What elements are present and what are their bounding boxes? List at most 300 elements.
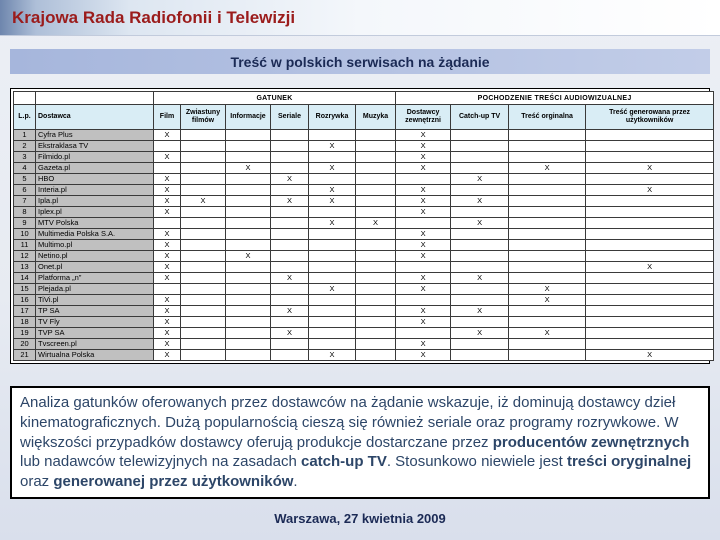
mark-cell xyxy=(509,262,586,273)
mark-cell: X xyxy=(154,196,181,207)
mark-cell xyxy=(271,262,309,273)
mark-cell: X xyxy=(451,218,509,229)
mark-cell: X xyxy=(396,207,451,218)
provider-name: Interia.pl xyxy=(36,185,154,196)
mark-cell: X xyxy=(154,306,181,317)
mark-cell xyxy=(356,196,396,207)
mark-cell xyxy=(356,130,396,141)
mark-cell: X xyxy=(509,295,586,306)
mark-cell xyxy=(271,251,309,262)
mark-cell xyxy=(451,350,509,361)
mark-cell xyxy=(309,207,356,218)
mark-cell: X xyxy=(154,185,181,196)
col-header-tresc-generowana: Treść generowana przez użytkowników xyxy=(586,105,714,130)
mark-cell: X xyxy=(309,141,356,152)
column-header-row xyxy=(14,105,714,130)
mark-cell xyxy=(271,229,309,240)
mark-cell: X xyxy=(451,196,509,207)
mark-cell xyxy=(226,262,271,273)
row-number: 1 xyxy=(14,130,36,141)
mark-cell xyxy=(586,240,714,251)
row-number: 21 xyxy=(14,350,36,361)
mark-cell xyxy=(226,328,271,339)
col-header-rozrywka: Rozrywka xyxy=(309,105,356,130)
table-row xyxy=(14,240,714,251)
provider-name: TiVi.pl xyxy=(36,295,154,306)
row-number: 14 xyxy=(14,273,36,284)
col-header-dostawcy-zewnetrzni: Dostawcy zewnętrzni xyxy=(396,105,451,130)
col-header-lp: L.p. xyxy=(14,105,36,130)
mark-cell: X xyxy=(586,185,714,196)
mark-cell: X xyxy=(154,240,181,251)
mark-cell xyxy=(586,174,714,185)
provider-name: Wirtualna Polska xyxy=(36,350,154,361)
mark-cell xyxy=(451,295,509,306)
mark-cell xyxy=(309,229,356,240)
provider-name: TP SA xyxy=(36,306,154,317)
mark-cell xyxy=(271,317,309,328)
mark-cell: X xyxy=(271,196,309,207)
mark-cell xyxy=(181,317,226,328)
mark-cell xyxy=(586,207,714,218)
mark-cell xyxy=(154,284,181,295)
mark-cell: X xyxy=(154,229,181,240)
mark-cell xyxy=(356,141,396,152)
mark-cell xyxy=(451,185,509,196)
subtitle-bar xyxy=(10,49,710,74)
mark-cell xyxy=(451,141,509,152)
mark-cell xyxy=(309,130,356,141)
mark-cell: X xyxy=(396,317,451,328)
subtitle: Treść w polskich serwisach na żądanie xyxy=(230,53,490,70)
mark-cell xyxy=(226,350,271,361)
table-row xyxy=(14,339,714,350)
mark-cell xyxy=(396,262,451,273)
mark-cell xyxy=(356,174,396,185)
mark-cell xyxy=(154,163,181,174)
mark-cell: X xyxy=(396,229,451,240)
mark-cell xyxy=(451,229,509,240)
analysis-text-segment: Analiza gatunków oferowanych przez dostawców na żądanie wskazuje, iż dominują dostawcy dzieł kinematograficznych. Dużą popularnością cieszą się również seriale oraz programy rozrywkowe. W większości przypadków dostawcy oferują produkcje dostarczane przez xyxy=(20,394,679,451)
mark-cell xyxy=(226,273,271,284)
content-table xyxy=(13,91,714,361)
mark-cell xyxy=(226,152,271,163)
mark-cell xyxy=(586,328,714,339)
mark-cell xyxy=(181,350,226,361)
row-number: 19 xyxy=(14,328,36,339)
mark-cell xyxy=(451,251,509,262)
mark-cell xyxy=(181,163,226,174)
mark-cell xyxy=(356,251,396,262)
table-row xyxy=(14,185,714,196)
mark-cell xyxy=(396,295,451,306)
mark-cell xyxy=(226,196,271,207)
mark-cell xyxy=(271,350,309,361)
mark-cell xyxy=(356,207,396,218)
mark-cell: X xyxy=(154,152,181,163)
mark-cell xyxy=(396,328,451,339)
table-row xyxy=(14,141,714,152)
provider-name: Netino.pl xyxy=(36,251,154,262)
mark-cell xyxy=(271,295,309,306)
mark-cell xyxy=(356,185,396,196)
mark-cell: X xyxy=(271,328,309,339)
provider-name: Filmido.pl xyxy=(36,152,154,163)
mark-cell: X xyxy=(396,130,451,141)
mark-cell xyxy=(586,218,714,229)
mark-cell xyxy=(356,339,396,350)
mark-cell: X xyxy=(154,350,181,361)
table-row xyxy=(14,152,714,163)
provider-name: Multimedia Polska S.A. xyxy=(36,229,154,240)
mark-cell: X xyxy=(154,251,181,262)
analysis-text-segment: . Stosunkowo niewiele jest xyxy=(386,453,567,471)
mark-cell: X xyxy=(154,207,181,218)
mark-cell xyxy=(356,163,396,174)
mark-cell: X xyxy=(154,262,181,273)
mark-cell xyxy=(271,218,309,229)
mark-cell xyxy=(309,262,356,273)
mark-cell: X xyxy=(271,174,309,185)
mark-cell xyxy=(356,229,396,240)
mark-cell xyxy=(586,284,714,295)
mark-cell xyxy=(356,152,396,163)
mark-cell xyxy=(586,295,714,306)
col-header-seriale: Seriale xyxy=(271,105,309,130)
provider-name: Ekstraklasa TV xyxy=(36,141,154,152)
mark-cell xyxy=(356,240,396,251)
blank-header-cell xyxy=(14,92,36,105)
mark-cell xyxy=(271,240,309,251)
row-number: 6 xyxy=(14,185,36,196)
table-row xyxy=(14,229,714,240)
row-number: 11 xyxy=(14,240,36,251)
mark-cell xyxy=(271,152,309,163)
analysis-text-segment: . xyxy=(293,473,298,491)
mark-cell xyxy=(509,229,586,240)
mark-cell: X xyxy=(309,185,356,196)
table-row xyxy=(14,196,714,207)
col-header-informacje: Informacje xyxy=(226,105,271,130)
row-number: 7 xyxy=(14,196,36,207)
mark-cell xyxy=(509,130,586,141)
mark-cell xyxy=(509,174,586,185)
table-row xyxy=(14,317,714,328)
mark-cell: X xyxy=(509,163,586,174)
mark-cell xyxy=(181,218,226,229)
mark-cell: X xyxy=(396,196,451,207)
mark-cell: X xyxy=(271,273,309,284)
table-row xyxy=(14,295,714,306)
mark-cell xyxy=(586,130,714,141)
table-row xyxy=(14,163,714,174)
mark-cell xyxy=(356,328,396,339)
row-number: 17 xyxy=(14,306,36,317)
table-row xyxy=(14,273,714,284)
analysis-text-box xyxy=(10,386,710,499)
mark-cell xyxy=(509,251,586,262)
mark-cell: X xyxy=(586,350,714,361)
row-number: 3 xyxy=(14,152,36,163)
mark-cell xyxy=(396,174,451,185)
table-row xyxy=(14,328,714,339)
provider-name: Tvscreen.pl xyxy=(36,339,154,350)
mark-cell: X xyxy=(271,306,309,317)
analysis-text-segment: oraz xyxy=(20,473,54,491)
mark-cell xyxy=(181,240,226,251)
mark-cell xyxy=(181,284,226,295)
mark-cell xyxy=(451,207,509,218)
row-number: 8 xyxy=(14,207,36,218)
col-header-film: Film xyxy=(154,105,181,130)
mark-cell xyxy=(509,350,586,361)
mark-cell xyxy=(586,152,714,163)
mark-cell xyxy=(586,317,714,328)
mark-cell xyxy=(309,251,356,262)
mark-cell xyxy=(226,240,271,251)
col-header-tresc-orginalna: Treść orginalna xyxy=(509,105,586,130)
table-row xyxy=(14,306,714,317)
mark-cell xyxy=(451,163,509,174)
mark-cell xyxy=(226,218,271,229)
mark-cell xyxy=(226,141,271,152)
mark-cell xyxy=(271,163,309,174)
mark-cell xyxy=(451,317,509,328)
table-row xyxy=(14,284,714,295)
mark-cell xyxy=(181,207,226,218)
mark-cell xyxy=(356,273,396,284)
mark-cell xyxy=(451,339,509,350)
mark-cell: X xyxy=(154,295,181,306)
mark-cell xyxy=(586,251,714,262)
provider-name: Cyfra Plus xyxy=(36,130,154,141)
mark-cell xyxy=(509,273,586,284)
provider-name: MTV Polska xyxy=(36,218,154,229)
page-title: Krajowa Rada Radiofonii i Telewizji xyxy=(12,7,296,27)
mark-cell: X xyxy=(396,284,451,295)
provider-name: Iplex.pl xyxy=(36,207,154,218)
mark-cell xyxy=(509,218,586,229)
table-row xyxy=(14,218,714,229)
origin-group-header: POCHODZENIE TREŚCI AUDIOWIZUALNEJ xyxy=(396,92,714,105)
mark-cell xyxy=(451,262,509,273)
mark-cell xyxy=(309,306,356,317)
mark-cell xyxy=(271,130,309,141)
mark-cell xyxy=(586,306,714,317)
row-number: 9 xyxy=(14,218,36,229)
table-row xyxy=(14,130,714,141)
analysis-text-segment: generowanej przez użytkowników xyxy=(53,473,294,491)
mark-cell xyxy=(181,141,226,152)
blank-header-cell xyxy=(36,92,154,105)
mark-cell xyxy=(451,284,509,295)
mark-cell xyxy=(181,152,226,163)
mark-cell: X xyxy=(396,350,451,361)
mark-cell xyxy=(396,218,451,229)
analysis-text-segment: treści oryginalnej xyxy=(566,453,692,471)
row-number: 20 xyxy=(14,339,36,350)
mark-cell: X xyxy=(226,163,271,174)
mark-cell xyxy=(509,306,586,317)
mark-cell: X xyxy=(154,317,181,328)
provider-name: Onet.pl xyxy=(36,262,154,273)
mark-cell: X xyxy=(451,174,509,185)
row-number: 18 xyxy=(14,317,36,328)
row-number: 5 xyxy=(14,174,36,185)
mark-cell xyxy=(309,328,356,339)
mark-cell xyxy=(226,130,271,141)
table-row xyxy=(14,262,714,273)
provider-name: Plejada.pl xyxy=(36,284,154,295)
mark-cell: X xyxy=(586,163,714,174)
title-bar xyxy=(0,0,720,36)
table-row xyxy=(14,251,714,262)
mark-cell xyxy=(181,174,226,185)
mark-cell: X xyxy=(309,284,356,295)
mark-cell: X xyxy=(396,306,451,317)
mark-cell xyxy=(309,174,356,185)
table-body xyxy=(14,130,714,361)
provider-name: Platforma „n” xyxy=(36,273,154,284)
mark-cell xyxy=(226,339,271,350)
mark-cell: X xyxy=(396,339,451,350)
mark-cell xyxy=(586,229,714,240)
mark-cell xyxy=(181,273,226,284)
mark-cell xyxy=(309,152,356,163)
mark-cell xyxy=(309,317,356,328)
mark-cell xyxy=(226,185,271,196)
col-header-catch-up-tv: Catch-up TV xyxy=(451,105,509,130)
mark-cell xyxy=(356,350,396,361)
mark-cell xyxy=(509,196,586,207)
mark-cell xyxy=(509,207,586,218)
mark-cell xyxy=(226,207,271,218)
mark-cell: X xyxy=(154,130,181,141)
mark-cell xyxy=(509,152,586,163)
mark-cell: X xyxy=(451,328,509,339)
mark-cell: X xyxy=(309,163,356,174)
mark-cell xyxy=(181,229,226,240)
mark-cell: X xyxy=(181,196,226,207)
mark-cell xyxy=(586,141,714,152)
mark-cell: X xyxy=(226,251,271,262)
mark-cell xyxy=(509,317,586,328)
mark-cell xyxy=(309,273,356,284)
mark-cell xyxy=(271,141,309,152)
mark-cell xyxy=(226,295,271,306)
mark-cell: X xyxy=(309,350,356,361)
mark-cell xyxy=(181,306,226,317)
mark-cell xyxy=(509,185,586,196)
mark-cell xyxy=(226,284,271,295)
analysis-text-segment: catch-up TV xyxy=(301,453,387,471)
mark-cell xyxy=(226,317,271,328)
mark-cell xyxy=(271,185,309,196)
mark-cell xyxy=(271,339,309,350)
mark-cell xyxy=(451,152,509,163)
mark-cell: X xyxy=(451,273,509,284)
col-header-provider: Dostawca xyxy=(36,105,154,130)
mark-cell: X xyxy=(154,174,181,185)
provider-name: TV Fly xyxy=(36,317,154,328)
row-number: 16 xyxy=(14,295,36,306)
mark-cell: X xyxy=(396,152,451,163)
mark-cell xyxy=(356,284,396,295)
mark-cell xyxy=(181,328,226,339)
group-header-row xyxy=(14,92,714,105)
table-row xyxy=(14,207,714,218)
row-number: 12 xyxy=(14,251,36,262)
mark-cell xyxy=(586,273,714,284)
provider-name: HBO xyxy=(36,174,154,185)
row-number: 15 xyxy=(14,284,36,295)
content-table-frame xyxy=(10,88,710,364)
row-number: 2 xyxy=(14,141,36,152)
mark-cell xyxy=(181,262,226,273)
mark-cell: X xyxy=(396,240,451,251)
mark-cell xyxy=(181,185,226,196)
mark-cell xyxy=(226,306,271,317)
mark-cell: X xyxy=(396,163,451,174)
mark-cell xyxy=(356,306,396,317)
mark-cell xyxy=(356,317,396,328)
mark-cell xyxy=(509,141,586,152)
mark-cell xyxy=(586,196,714,207)
mark-cell: X xyxy=(509,328,586,339)
col-header-muzyka: Muzyka xyxy=(356,105,396,130)
row-number: 13 xyxy=(14,262,36,273)
mark-cell: X xyxy=(154,339,181,350)
row-number: 4 xyxy=(14,163,36,174)
mark-cell: X xyxy=(309,218,356,229)
mark-cell xyxy=(509,339,586,350)
mark-cell: X xyxy=(451,306,509,317)
provider-name: TVP SA xyxy=(36,328,154,339)
mark-cell: X xyxy=(154,328,181,339)
genre-group-header: GATUNEK xyxy=(154,92,396,105)
mark-cell xyxy=(586,339,714,350)
mark-cell: X xyxy=(309,196,356,207)
provider-name: Ipla.pl xyxy=(36,196,154,207)
mark-cell xyxy=(309,240,356,251)
row-number: 10 xyxy=(14,229,36,240)
mark-cell xyxy=(451,130,509,141)
analysis-text-segment: lub nadawców telewizyjnych na zasadach xyxy=(20,453,301,471)
mark-cell xyxy=(154,218,181,229)
provider-name: Multimo.pl xyxy=(36,240,154,251)
table-row xyxy=(14,174,714,185)
mark-cell: X xyxy=(396,273,451,284)
mark-cell: X xyxy=(509,284,586,295)
mark-cell xyxy=(181,339,226,350)
mark-cell xyxy=(271,207,309,218)
table-row xyxy=(14,350,714,361)
mark-cell xyxy=(226,174,271,185)
mark-cell: X xyxy=(396,185,451,196)
mark-cell xyxy=(309,295,356,306)
mark-cell: X xyxy=(396,251,451,262)
mark-cell xyxy=(154,141,181,152)
mark-cell xyxy=(309,339,356,350)
mark-cell xyxy=(356,295,396,306)
analysis-text-segment: producentów zewnętrznych xyxy=(492,433,690,451)
provider-name: Gazeta.pl xyxy=(36,163,154,174)
mark-cell xyxy=(509,240,586,251)
mark-cell: X xyxy=(586,262,714,273)
mark-cell xyxy=(181,295,226,306)
mark-cell: X xyxy=(356,218,396,229)
mark-cell: X xyxy=(154,273,181,284)
